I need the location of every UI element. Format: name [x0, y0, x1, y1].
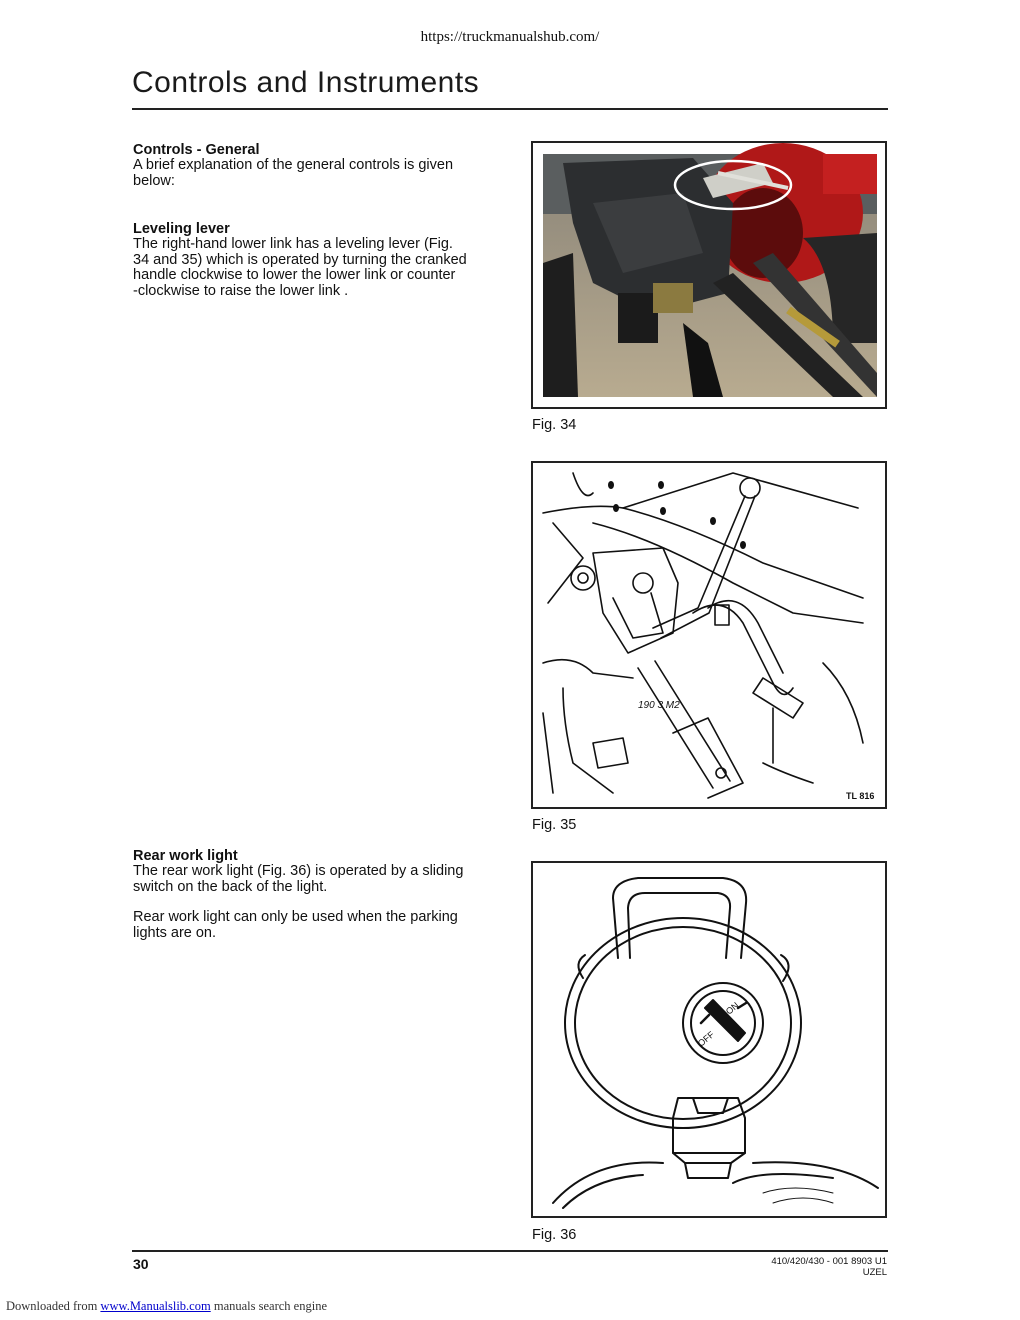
- doc-ref-line: 410/420/430 - 001 8903 U1: [771, 1256, 887, 1267]
- section-heading: Leveling lever: [133, 221, 230, 237]
- drawing-code: TL 816: [846, 791, 875, 801]
- page-title: Controls and Instruments: [132, 66, 480, 99]
- title-divider: [132, 108, 888, 110]
- doc-ref-line: UZEL: [862, 1267, 887, 1278]
- leveling-lever-drawing: [533, 463, 885, 807]
- download-suffix: manuals search engine: [210, 1299, 327, 1313]
- source-url: https://truckmanualshub.com/: [420, 29, 600, 45]
- tractor-hitch-photo: [533, 143, 885, 407]
- figure-35-drawing: [531, 461, 887, 809]
- figure-36-drawing: [531, 861, 887, 1218]
- figure-34-photo: [531, 141, 887, 409]
- switch-label-off: OFF: [695, 1029, 717, 1049]
- section-rear-work-light: [133, 848, 493, 942]
- manualslib-link[interactable]: www.Manualslib.com: [100, 1299, 211, 1313]
- section-controls-general: [133, 142, 493, 189]
- page-number: 30: [133, 1256, 149, 1272]
- body-line: switch on the back of the light.: [133, 878, 328, 895]
- work-light-drawing: [533, 863, 885, 1216]
- section-heading: Rear work light: [133, 848, 238, 864]
- body-line: Rear work light can only be used when the parking: [133, 909, 458, 926]
- figure-36-caption: Fig. 36: [532, 1227, 577, 1243]
- body-line: 34 and 35) which is operated by turning the cranked: [133, 251, 467, 268]
- body-line: The rear work light (Fig. 36) is operated by a sliding: [133, 863, 464, 879]
- document-reference: [771, 1256, 887, 1278]
- section-heading: Controls - General: [133, 142, 260, 158]
- casting-marking: 190 3 M2: [638, 700, 680, 711]
- body-line: lights are on.: [133, 925, 217, 942]
- download-note: [6, 1299, 327, 1314]
- figure-35-caption: Fig. 35: [532, 817, 577, 833]
- body-line: -clockwise to raise the lower link .: [133, 283, 349, 300]
- switch-label-on: ON: [723, 1000, 741, 1017]
- footer-divider: [132, 1250, 888, 1252]
- body-line: below:: [133, 172, 175, 189]
- download-prefix: Downloaded from: [6, 1299, 101, 1313]
- section-leveling-lever: [133, 221, 493, 300]
- body-line: handle clockwise to lower the lower link or counter: [133, 267, 456, 284]
- figure-34-caption: Fig. 34: [532, 417, 577, 433]
- body-line: The right-hand lower link has a leveling lever (Fig.: [133, 236, 453, 252]
- body-line: A brief explanation of the general controls is given: [133, 157, 454, 173]
